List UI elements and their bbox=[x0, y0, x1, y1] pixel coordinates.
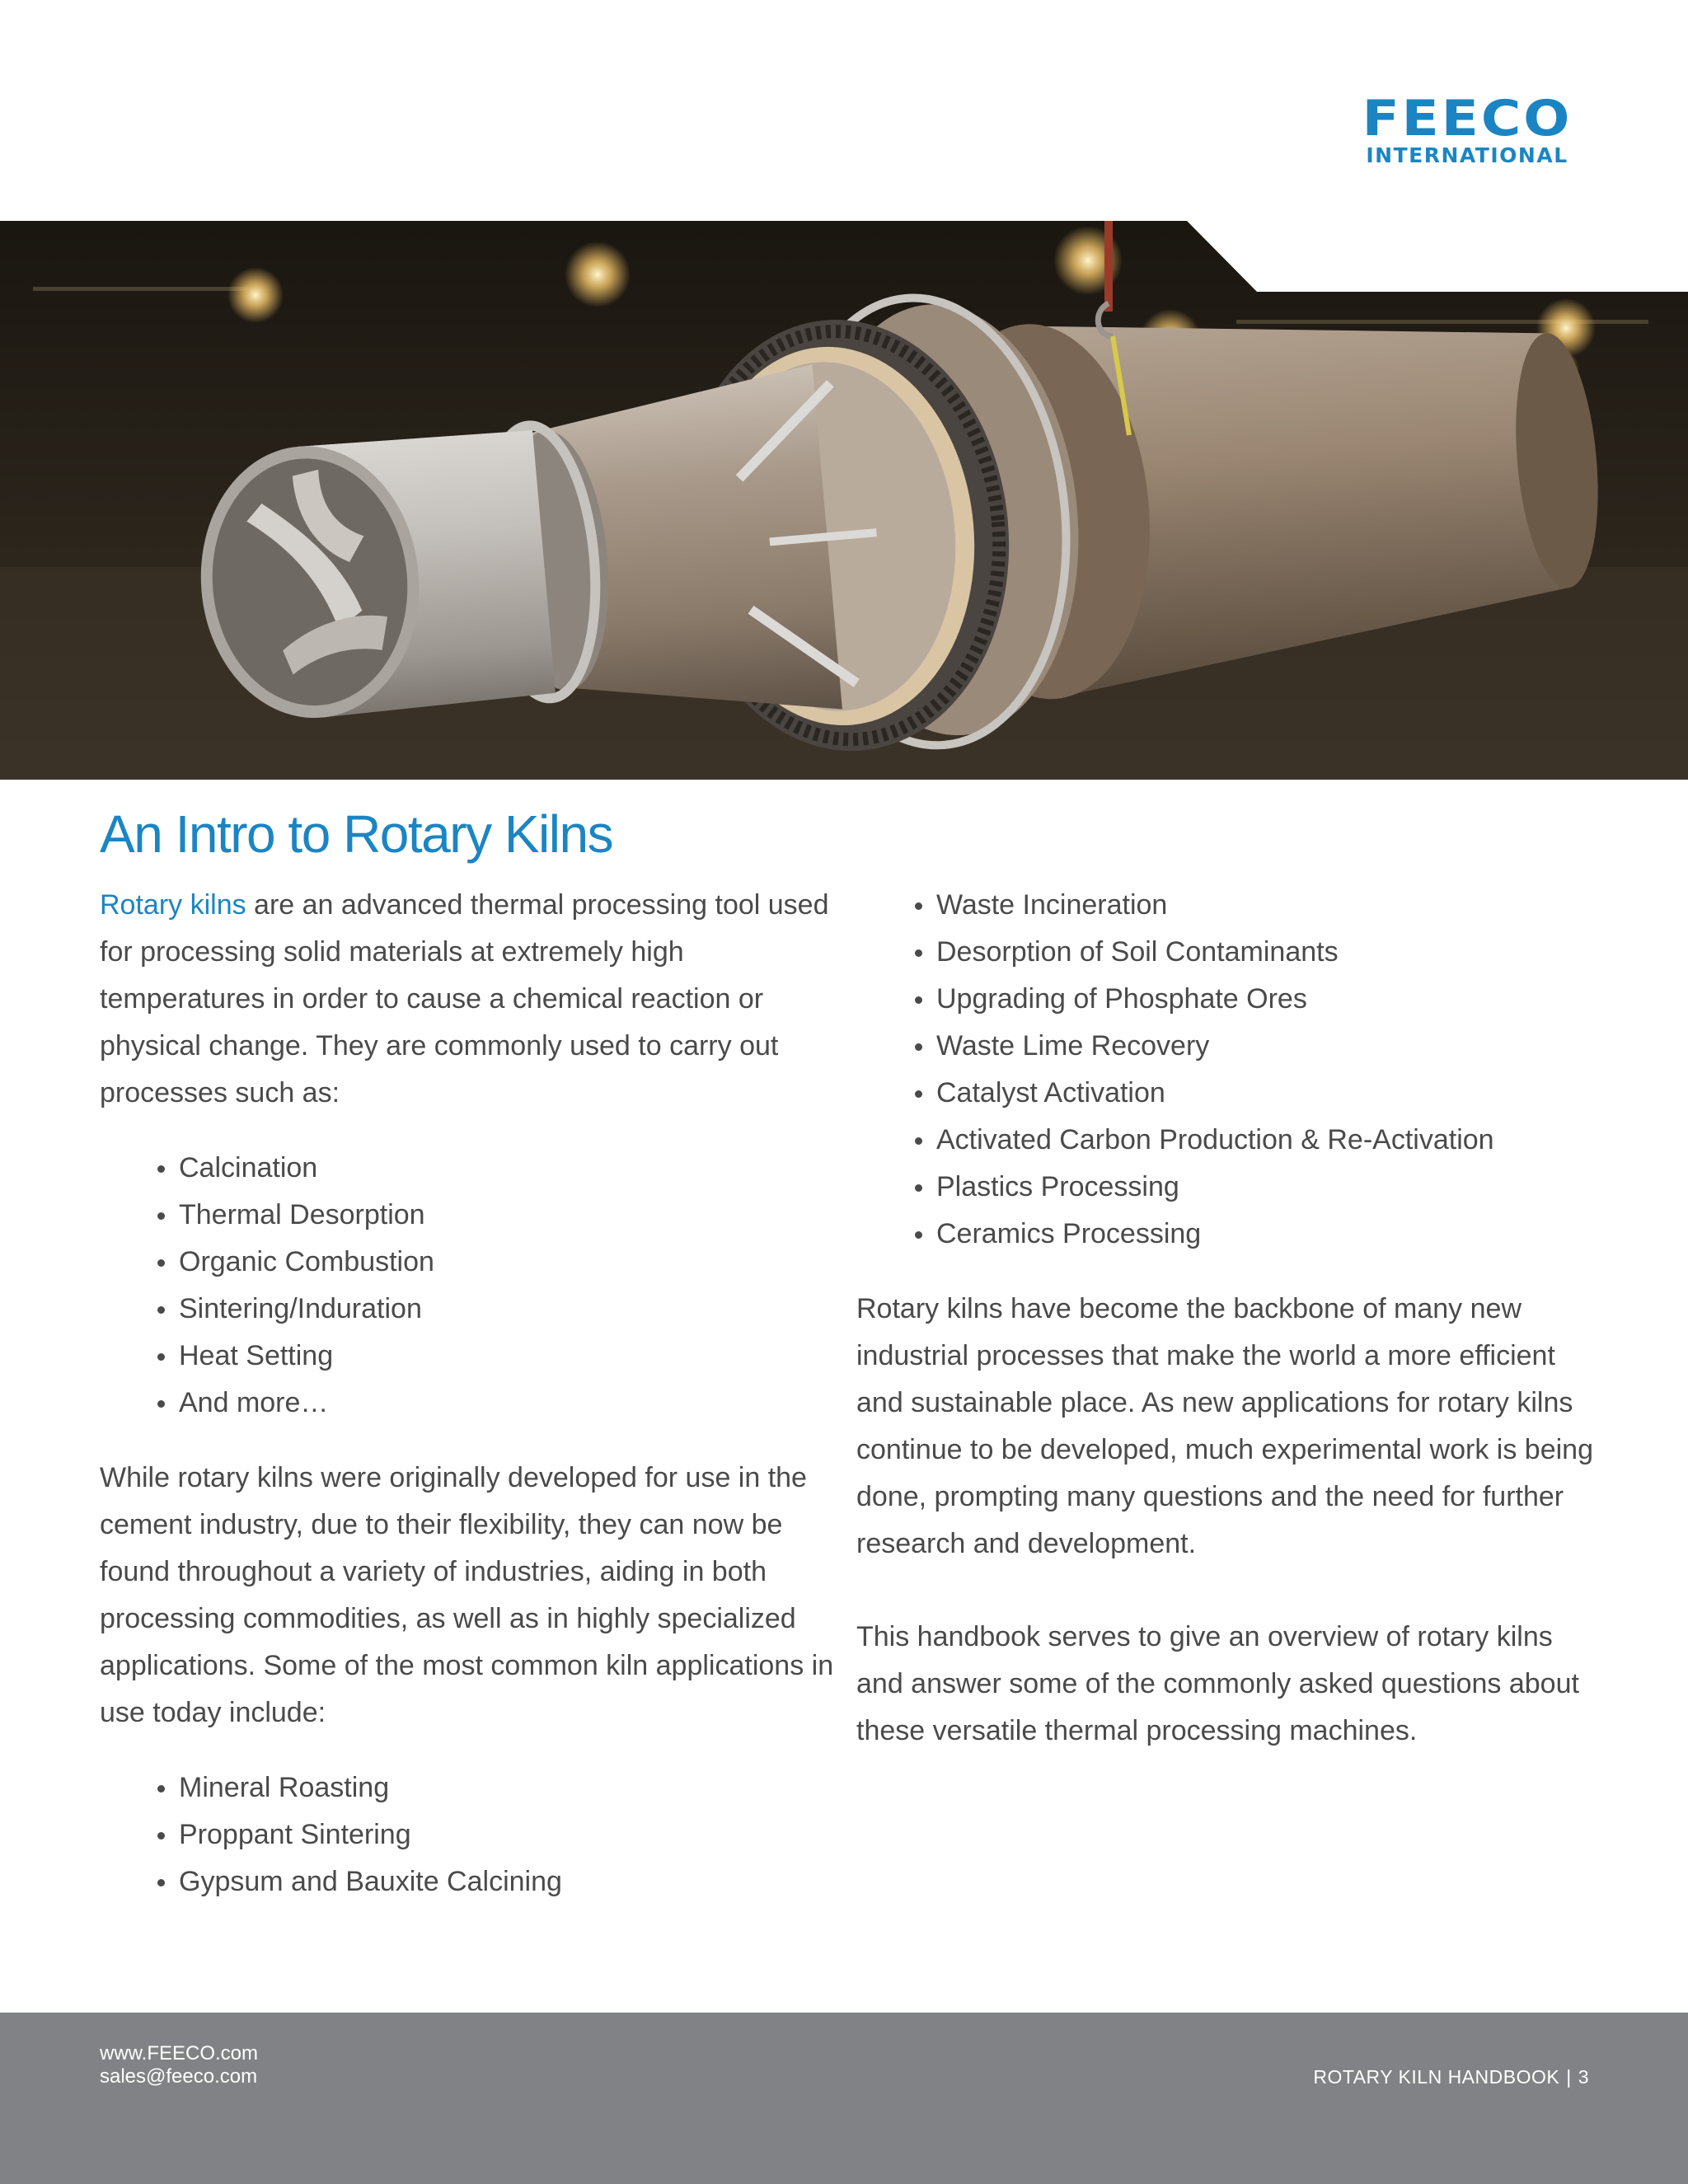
paragraph-gap bbox=[856, 1568, 1598, 1614]
intro-text: are an advanced thermal processing tool used for processing solid materials at extremely high temperatures in order to cause a chemical reaction or physical change. They are commonly used to carry out processes such as: bbox=[100, 889, 829, 1108]
list-item: Catalyst Activation bbox=[936, 1070, 1598, 1117]
logo-wordmark: FEECO bbox=[1362, 90, 1573, 148]
right-column bbox=[856, 882, 1598, 1755]
left-column bbox=[100, 882, 842, 1933]
feeco-logo bbox=[1345, 90, 1589, 167]
list-item: Heat Setting bbox=[179, 1333, 842, 1380]
list-item: Upgrading of Phosphate Ores bbox=[936, 976, 1598, 1023]
list-item: Proppant Sintering bbox=[179, 1811, 842, 1858]
list-item: Calcination bbox=[179, 1145, 842, 1192]
handbook-paragraph: This handbook serves to give an overview of rotary kilns and answer some of the commonly asked questions about these versatile thermal processing machines. bbox=[856, 1621, 1579, 1746]
process-list bbox=[100, 1145, 842, 1427]
list-item: Mineral Roasting bbox=[179, 1765, 842, 1811]
applications-paragraph: While rotary kilns were originally developed for use in the cement industry, due to their flexibility, they can now be found throughout a variety of industries, aiding in both processing commodities, as well as in highly specialized applications. Some of the most common kiln applications in use today include: bbox=[100, 1462, 834, 1728]
footer-handbook-label bbox=[1313, 2065, 1589, 2088]
list-item: Activated Carbon Production & Re-Activation bbox=[936, 1117, 1598, 1164]
application-list-left bbox=[100, 1765, 842, 1905]
page-footer bbox=[0, 2013, 1688, 2184]
list-item: And more… bbox=[179, 1380, 842, 1427]
list-item: Sintering/Induration bbox=[179, 1286, 842, 1333]
hero-kiln-photo bbox=[0, 221, 1688, 780]
application-list-right bbox=[856, 882, 1598, 1258]
list-item: Thermal Desorption bbox=[179, 1192, 842, 1239]
rotary-kiln-photo-icon bbox=[0, 221, 1688, 780]
list-item: Organic Combustion bbox=[179, 1239, 842, 1286]
logo-subtitle: INTERNATIONAL bbox=[1366, 143, 1568, 167]
intro-paragraph bbox=[100, 882, 842, 1117]
list-item: Desorption of Soil Contaminants bbox=[936, 929, 1598, 976]
footer-website-link[interactable]: www.FEECO.com bbox=[100, 2042, 259, 2064]
handbook-title: ROTARY KILN HANDBOOK bbox=[1313, 2066, 1560, 2088]
list-item: Waste Lime Recovery bbox=[936, 1023, 1598, 1070]
footer-email-link[interactable]: sales@feeco.com bbox=[100, 2065, 258, 2088]
backbone-paragraph: Rotary kilns have become the backbone of many new industrial processes that make the world a more efficient and sustainable place. As new applications for rotary kilns continue to be developed, much experimental work is being done, prompting many questions and the need for further research and development. bbox=[856, 1293, 1593, 1559]
list-item: Ceramics Processing bbox=[936, 1211, 1598, 1258]
rotary-kilns-link[interactable]: Rotary kilns bbox=[100, 889, 246, 921]
page-title: An Intro to Rotary Kilns bbox=[100, 804, 613, 864]
footer-separator: | bbox=[1566, 2066, 1572, 2088]
page-number: 3 bbox=[1578, 2066, 1589, 2088]
list-item: Waste Incineration bbox=[936, 882, 1598, 929]
list-item: Plastics Processing bbox=[936, 1164, 1598, 1211]
list-item: Gypsum and Bauxite Calcining bbox=[179, 1858, 842, 1905]
